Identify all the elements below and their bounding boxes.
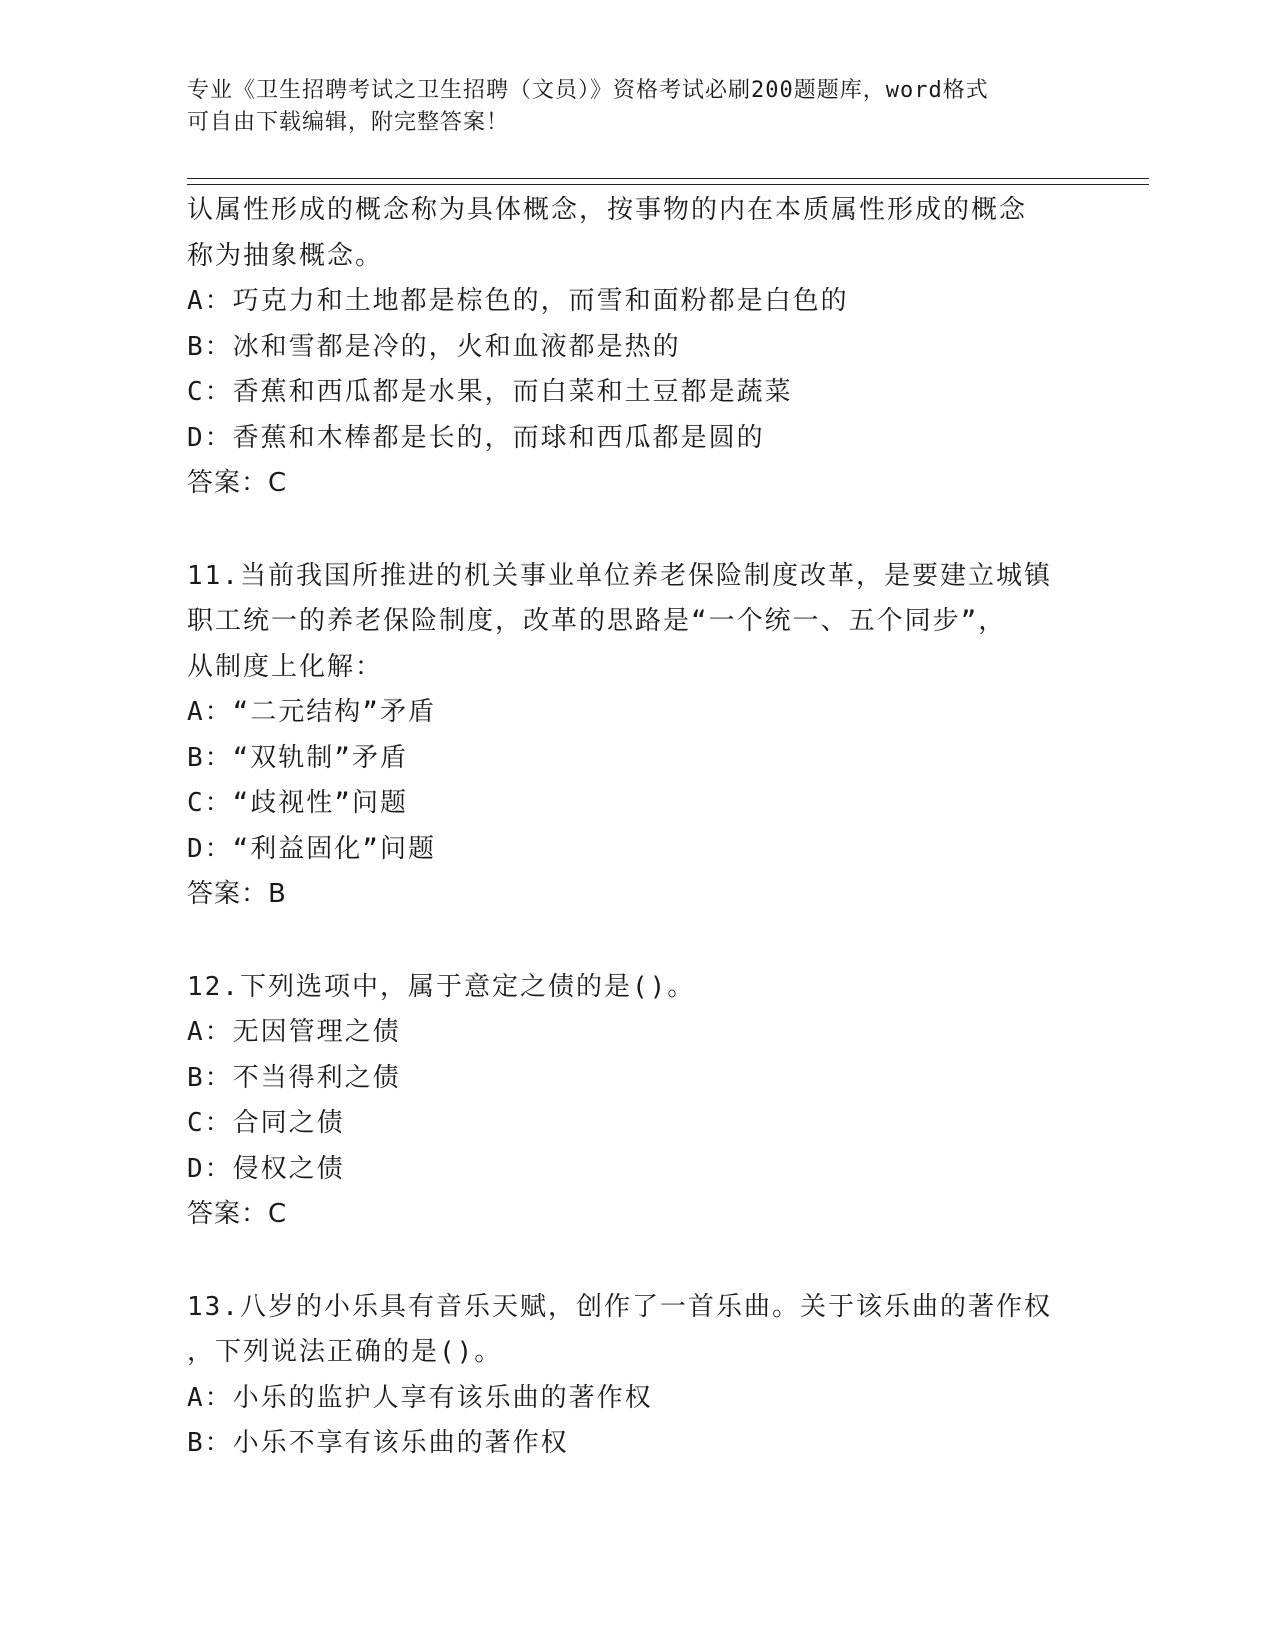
question-text-line: 认属性形成的概念称为具体概念，按事物的内在本质属性形成的概念 bbox=[187, 195, 1028, 225]
header-divider-top bbox=[187, 178, 1149, 179]
question-block-12 bbox=[187, 965, 1147, 1238]
question-text-line: 12.下列选项中，属于意定之债的是()。 bbox=[187, 971, 696, 1002]
header-line-2: 可自由下载编辑，附完整答案！ bbox=[187, 110, 510, 135]
header-line-1: 专业《卫生招聘考试之卫生招聘（文员）》资格考试必刷200题题库，word格式 bbox=[187, 78, 989, 103]
option-d: D：侵权之债 bbox=[187, 1153, 345, 1184]
option-c: C：“歧视性”问题 bbox=[187, 788, 408, 818]
answer-line: 答案：B bbox=[187, 879, 287, 909]
answer-line: 答案：C bbox=[187, 468, 288, 498]
option-a: A：“二元结构”矛盾 bbox=[187, 697, 436, 727]
spacer bbox=[187, 918, 1147, 965]
question-text-line: 11.当前我国所推进的机关事业单位养老保险制度改革，是要建立城镇 bbox=[187, 560, 1052, 591]
question-text-line: ，下列说法正确的是()。 bbox=[187, 1337, 503, 1367]
question-block-11 bbox=[187, 554, 1147, 918]
option-b: B：“双轨制”矛盾 bbox=[187, 742, 408, 773]
question-text-line: 13.八岁的小乐具有音乐天赋，创作了一首乐曲。关于该乐曲的著作权 bbox=[187, 1291, 1052, 1322]
option-d: D：香蕉和木棒都是长的，而球和西瓜都是圆的 bbox=[187, 422, 765, 453]
option-b: B：小乐不享有该乐曲的著作权 bbox=[187, 1428, 569, 1458]
header-divider-bottom bbox=[187, 184, 1149, 185]
option-c: C：合同之债 bbox=[187, 1108, 345, 1138]
question-block-13 bbox=[187, 1285, 1147, 1467]
question-block-continued bbox=[187, 188, 1147, 507]
option-a: A：小乐的监护人享有该乐曲的著作权 bbox=[187, 1382, 653, 1413]
option-d: D：“利益固化”问题 bbox=[187, 833, 436, 864]
option-b: B：冰和雪都是冷的，火和血液都是热的 bbox=[187, 331, 681, 362]
question-text-line: 职工统一的养老保险制度，改革的思路是“一个统一、五个同步”， bbox=[187, 606, 1007, 636]
document-body bbox=[187, 188, 1147, 1467]
document-header bbox=[187, 75, 1087, 139]
question-text-line: 从制度上化解： bbox=[187, 651, 384, 682]
answer-line: 答案：C bbox=[187, 1199, 288, 1229]
option-c: C：香蕉和西瓜都是水果，而白菜和土豆都是蔬菜 bbox=[187, 377, 793, 407]
option-a: A：无因管理之债 bbox=[187, 1017, 401, 1047]
question-text-line: 称为抽象概念。 bbox=[187, 240, 384, 271]
spacer bbox=[187, 507, 1147, 554]
option-b: B：不当得利之债 bbox=[187, 1062, 401, 1093]
spacer bbox=[187, 1238, 1147, 1285]
option-a: A：巧克力和土地都是棕色的，而雪和面粉都是白色的 bbox=[187, 286, 849, 316]
